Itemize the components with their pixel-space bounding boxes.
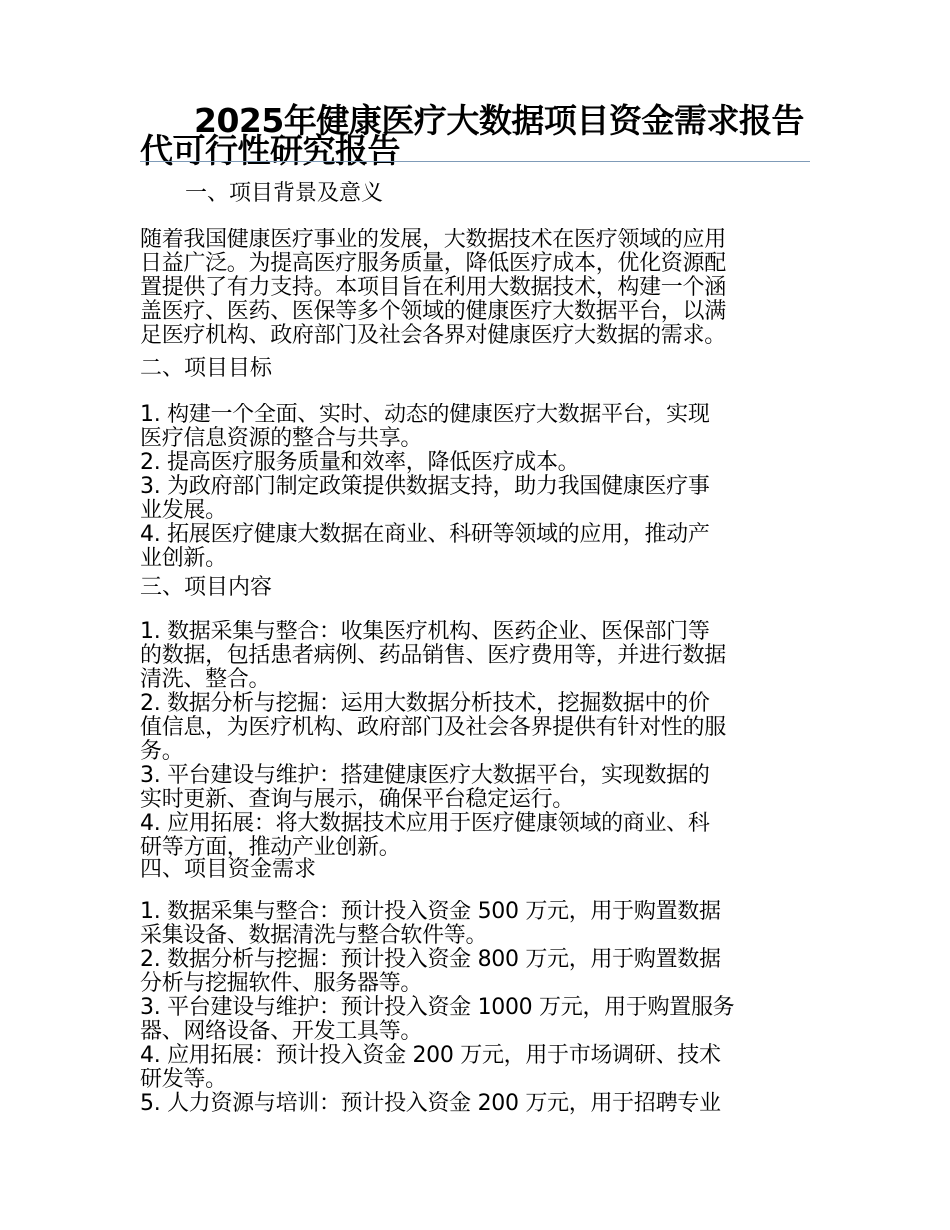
list-item-line: 1. 数据采集与整合：收集医疗机构、医药企业、医保部门等 bbox=[140, 620, 710, 644]
list-item-line: 医疗信息资源的整合与共享。 bbox=[140, 426, 423, 451]
list-item-line: 3. 平台建设与维护：搭建健康医疗大数据平台，实现数据的 bbox=[140, 763, 710, 788]
list-item-line: 1. 构建一个全面、实时、动态的健康医疗大数据平台，实现 bbox=[140, 403, 710, 427]
list-item-line: 值信息，为医疗机构、政府部门及社会各界提供有针对性的服 bbox=[140, 715, 726, 740]
paragraph-line: 足医疗机构、政府部门及社会各界对健康医疗大数据的需求。 bbox=[140, 323, 726, 348]
list-item-line: 务。 bbox=[140, 739, 184, 764]
list-item-line: 2. 提高医疗服务质量和效率，降低医疗成本。 bbox=[140, 450, 580, 475]
list-item-line: 业创新。 bbox=[140, 546, 227, 571]
list-item-line: 3. 为政府部门制定政策提供数据支持，助力我国健康医疗事 bbox=[140, 474, 710, 499]
section-heading-background: 一、项目背景及意义 bbox=[185, 181, 384, 206]
section-body-funding bbox=[140, 900, 810, 1116]
list-item-line: 2. 数据分析与挖掘：预计投入资金 800 万元，用于购置数据 bbox=[140, 947, 721, 972]
paragraph-line: 盖医疗、医药、医保等多个领域的健康医疗大数据平台，以满 bbox=[140, 299, 726, 324]
section-body-background bbox=[140, 228, 810, 348]
paragraph-line: 日益广泛。为提高医疗服务质量，降低医疗成本，优化资源配 bbox=[140, 251, 726, 276]
list-item-line: 分析与挖掘软件、服务器等。 bbox=[140, 971, 423, 996]
section-heading-content: 三、项目内容 bbox=[140, 575, 273, 600]
list-item-line: 研等方面，推动产业创新。 bbox=[140, 835, 401, 860]
list-item-line: 4. 应用拓展：将大数据技术应用于医疗健康领域的商业、科 bbox=[140, 811, 710, 836]
list-item-line: 研发等。 bbox=[140, 1067, 227, 1092]
list-item-line: 实时更新、查询与展示，确保平台稳定运行。 bbox=[140, 787, 575, 812]
section-body-goals bbox=[140, 403, 810, 571]
list-item-line: 业发展。 bbox=[140, 498, 227, 523]
section-body-content bbox=[140, 620, 810, 860]
list-item-line: 4. 应用拓展：预计投入资金 200 万元，用于市场调研、技术 bbox=[140, 1043, 721, 1068]
paragraph-line: 随着我国健康医疗事业的发展，大数据技术在医疗领域的应用 bbox=[140, 228, 726, 252]
list-item-line: 3. 平台建设与维护：预计投入资金 1000 万元，用于购置服务 bbox=[140, 995, 735, 1020]
section-heading-funding: 四、项目资金需求 bbox=[140, 857, 317, 882]
list-item-line: 的数据，包括患者病例、药品销售、医疗费用等，并进行数据 bbox=[140, 643, 726, 668]
list-item-line: 1. 数据采集与整合：预计投入资金 500 万元，用于购置数据 bbox=[140, 900, 721, 924]
paragraph-line: 置提供了有力支持。本项目旨在利用大数据技术，构建一个涵 bbox=[140, 275, 726, 300]
title-divider bbox=[140, 161, 810, 162]
list-item-line: 5. 人力资源与培训：预计投入资金 200 万元，用于招聘专业 bbox=[140, 1091, 721, 1116]
section-heading-goals: 二、项目目标 bbox=[140, 356, 273, 381]
list-item-line: 器、网络设备、开发工具等。 bbox=[140, 1019, 423, 1044]
list-item-line: 清洗、整合。 bbox=[140, 667, 271, 692]
list-item-line: 采集设备、数据清洗与整合软件等。 bbox=[140, 923, 488, 948]
document-title: 2025年健康医疗大数据项目资金需求报告代可行性研究报告 bbox=[140, 101, 804, 170]
list-item-line: 4. 拓展医疗健康大数据在商业、科研等领域的应用，推动产 bbox=[140, 522, 710, 547]
list-item-line: 2. 数据分析与挖掘：运用大数据分析技术，挖掘数据中的价 bbox=[140, 691, 710, 716]
